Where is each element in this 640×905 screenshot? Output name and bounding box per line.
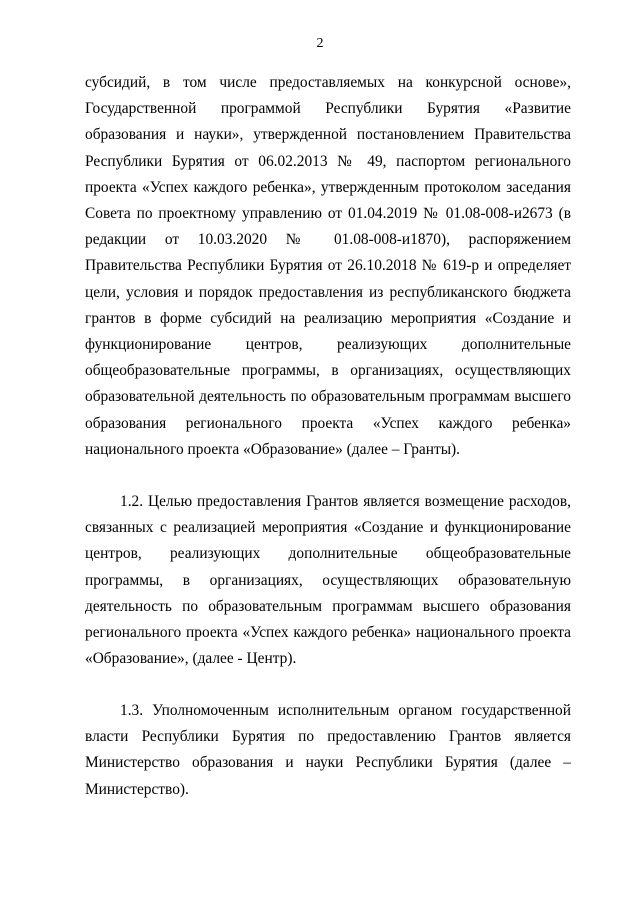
paragraph-1-2: 1.2. Целью предоставления Грантов является возмещение расходов, связанных с реализацией мероприятия «Создание и функционирование центров, реализующих дополнительные общеобразовательные программы, в организациях, осуществляющих образовательную деятельность по образовательным программам высшего образования регионального проекта «Успех каждого ребенка» национального проекта «Образование», (далее - Центр).	[85, 493, 571, 668]
paragraph-1-3: 1.3. Уполномоченным исполнительным органом государственной власти Республики Бурятия по предоставлению Грантов является Министерство образования и науки Республики Бурятия (далее – Министерство).	[85, 702, 571, 798]
paragraph-1-1-continuation: субсидий, в том числе предоставляемых на конкурсной основе», Государственной программой Республики Бурятия «Развитие образования и науки», утвержденной постановлением Правительства Республики Бурятия от 06.02.2013 № 49, паспортом регионального проекта «Успех каждого ребенка», утвержденным протоколом заседания Совета по проектному управлению от 01.04.2019 № 01.08-008-и2673 (в редакции от 10.03.2020 № 01.08-008-и1870), распоряжением Правительства Республики Бурятия от 26.10.2018 № 619-р и определяет цели, условия и порядок предоставления из республиканского бюджета грантов в форме субсидий на реализацию мероприятия «Создание и функционирование центров, реализующих дополнительные общеобразовательные программы, в организациях, осуществляющих образовательной деятельность по образовательным программам высшего образования регионального проекта «Успех каждого ребенка» национального проекта «Образование» (далее – Гранты).	[85, 74, 571, 458]
page-number: 2	[316, 36, 324, 51]
